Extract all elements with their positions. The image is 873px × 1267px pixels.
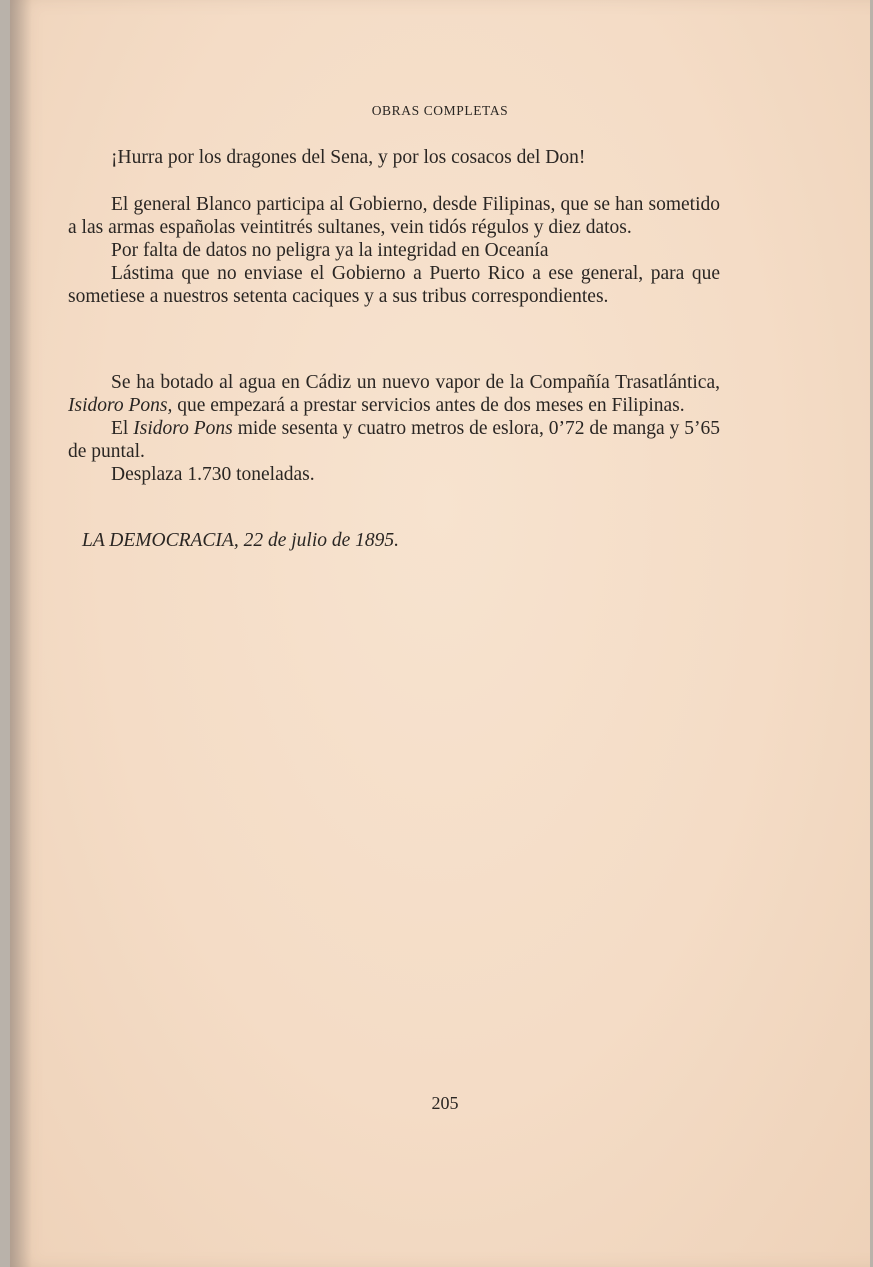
paragraph-vapor-text-b: que empezará a prestar servicios antes de dos meses en Filipinas. [172,395,685,416]
paragraph-general-blanco: El general Blanco participa al Gobierno, desde Filipinas, que se han sometido a las armas españolas veintitrés sultanes, vein tidós régulos y diez datos. [68,194,720,238]
page-number: 205 [431,1093,459,1113]
paragraph-eslora-text-b: mide sesenta y cuatro metros de eslora, 0’72 de manga y 5’65 de puntal. [68,418,720,462]
paragraph-eslora [68,417,720,463]
paragraph-lastima: Lástima que no enviase el Gobierno a Puerto Rico a ese general, para que sometiese a nuestros setenta caciques y a sus tribus correspondientes. [68,263,720,307]
paragraph-datos: Por falta de datos no peligra ya la integridad en Oceanía [111,240,549,261]
ship-name: Isidoro Pons, [68,395,173,416]
ship-name: Isidoro Pons [133,418,233,439]
running-head: OBRAS COMPLETAS [371,103,509,118]
page-number-container [10,1093,870,1114]
paragraph-vapor [68,371,720,417]
paragraph-block-1 [68,146,720,169]
source-signature: LA DEMOCRACIA, 22 de julio de 1895. [82,530,400,551]
paragraph-desplaza: Desplaza 1.730 toneladas. [111,464,315,485]
paragraph-hurra: ¡Hurra por los dragones del Sena, y por los cosacos del Don! [111,147,586,168]
paragraph-block-3 [68,371,720,486]
paragraph-block-2 [68,193,720,308]
paragraph-vapor-text-a: Se ha botado al agua en Cádiz un nuevo vapor de la Compañía Trasatlántica, [111,372,720,393]
paragraph-eslora-text-a: El [111,418,134,439]
book-page [10,0,870,1267]
